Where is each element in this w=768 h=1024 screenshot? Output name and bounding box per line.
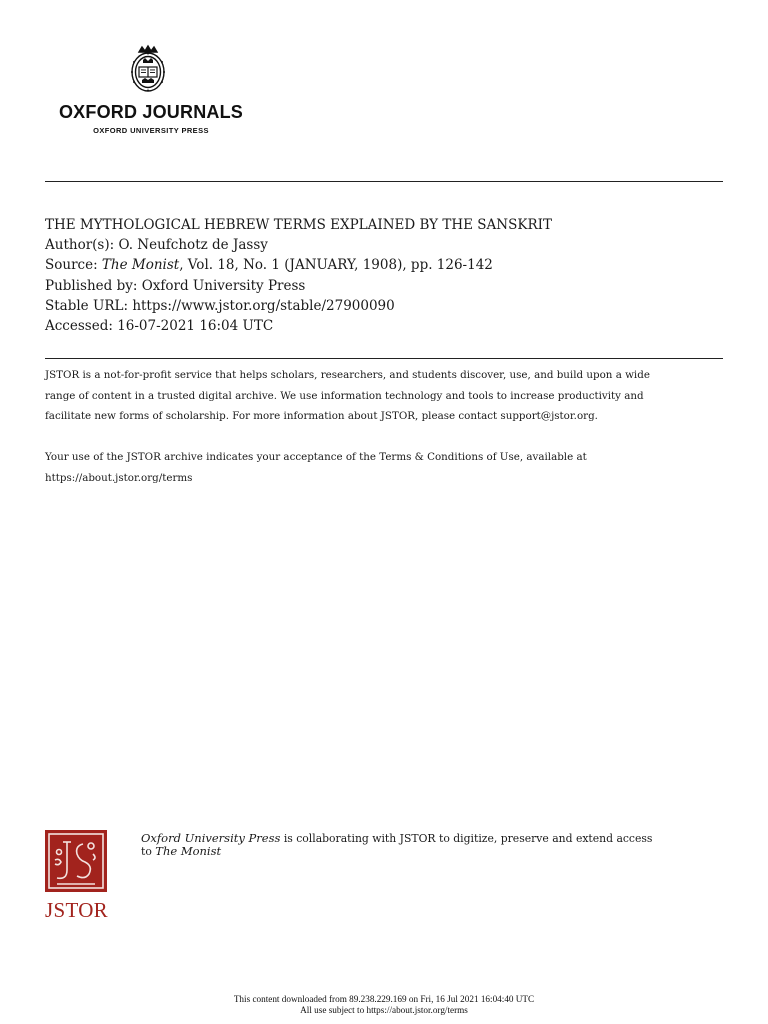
oxford-university-press-wordmark: OXFORD UNIVERSITY PRESS xyxy=(93,126,209,135)
footer-download-line: This content downloaded from 89.238.229.169 on Fri, 16 Jul 2021 16:04:40 UTC xyxy=(233,994,535,1004)
article-accessed: Accessed: 16-07-2021 16:04 UTC xyxy=(45,318,274,335)
collab-journal: The Monist xyxy=(155,844,222,858)
journal-name: The Monist xyxy=(101,257,180,274)
oxford-journals-wordmark: OXFORD JOURNALS xyxy=(58,102,243,122)
jstor-notice xyxy=(45,365,725,427)
collab-publisher: Oxford University Press xyxy=(141,831,281,845)
notice-line: JSTOR is a not-for-profit service that helps scholars, researchers, and students discover, use, and build upon a wide xyxy=(45,369,650,381)
oxford-journals-logo xyxy=(44,42,264,142)
author-name: O. Neufchotz de Jassy xyxy=(118,237,268,254)
jstor-logo xyxy=(45,830,109,920)
article-source: Source: The Monist, Vol. 18, No. 1 (JANUARY, 1908), pp. 126-142 xyxy=(45,257,493,274)
article-stable-url: Stable URL: https://www.jstor.org/stable/27900090 xyxy=(45,297,395,314)
oxford-crest-icon xyxy=(126,42,170,98)
article-title: THE MYTHOLOGICAL HEBREW TERMS EXPLAINED BY THE SANSKRIT xyxy=(45,217,552,233)
terms-link[interactable]: https://about.jstor.org/terms xyxy=(45,471,193,484)
notice-line: facilitate new forms of scholarship. For more information about JSTOR, please contact support@jstor.org. xyxy=(45,410,598,422)
article-metadata xyxy=(45,215,552,336)
stable-url-link[interactable]: https://www.jstor.org/stable/27900090 xyxy=(132,297,395,314)
terms-line: Your use of the JSTOR archive indicates your acceptance of the Terms & Conditions of Use, available at xyxy=(45,451,587,463)
jstor-emblem-icon xyxy=(45,830,107,892)
collaboration-line-2: to The Monist xyxy=(141,844,222,858)
article-authors: Author(s): O. Neufchotz de Jassy xyxy=(45,237,268,254)
collaboration-line-1: Oxford University Press is collaborating with JSTOR to digitize, preserve and extend access xyxy=(141,831,653,845)
terms-notice xyxy=(45,447,725,488)
footer-terms-line: All use subject to https://about.jstor.org/terms xyxy=(300,1005,468,1015)
collaboration-statement xyxy=(141,832,701,858)
notice-line: range of content in a trusted digital archive. We use information technology and tools to increase productivity and xyxy=(45,389,644,402)
article-publisher: Published by: Oxford University Press xyxy=(45,277,306,294)
download-footer xyxy=(0,994,768,1016)
jstor-wordmark: JSTOR xyxy=(45,898,108,922)
top-divider xyxy=(45,181,723,182)
middle-divider xyxy=(45,358,723,359)
